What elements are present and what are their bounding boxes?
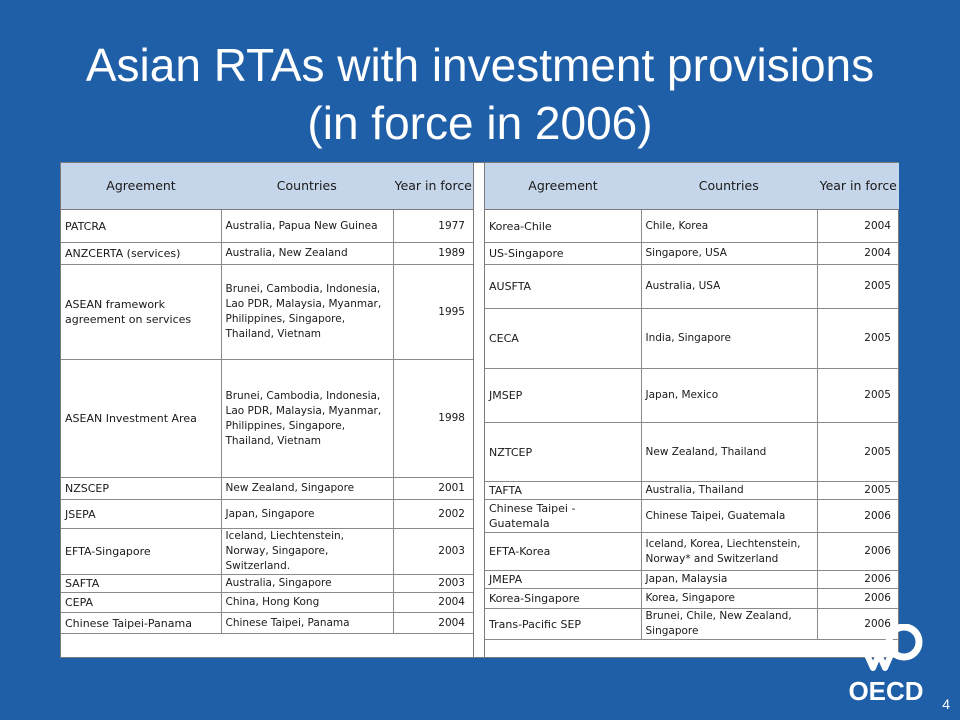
agreement-cell: CEPA: [61, 593, 221, 613]
table-row: [485, 533, 899, 571]
agreement-cell: Chinese Taipei-Panama: [61, 613, 221, 634]
agreement-cell: ANZCERTA (services): [61, 243, 221, 265]
table-row: [485, 423, 899, 482]
countries-cell: Chile, Korea: [641, 210, 817, 243]
agreement-cell: JSEPA: [61, 500, 221, 529]
countries-cell: Japan, Mexico: [641, 369, 817, 423]
countries-cell: Australia, Papua New Guinea: [221, 210, 393, 243]
table-row: [485, 589, 899, 609]
year-cell: 2006: [817, 533, 899, 571]
countries-cell: Iceland, Korea, Liechtenstein, Norway* and Switzerland: [641, 533, 817, 571]
rta-table-left: [61, 163, 473, 634]
countries-cell: New Zealand, Singapore: [221, 478, 393, 500]
agreement-cell: ASEAN framework agreement on services: [61, 265, 221, 360]
year-cell: 2005: [817, 423, 899, 482]
table-row: [485, 265, 899, 309]
countries-cell: New Zealand, Thailand: [641, 423, 817, 482]
agreement-cell: CECA: [485, 309, 641, 369]
countries-cell: Chinese Taipei, Guatemala: [641, 500, 817, 533]
year-cell: 2001: [393, 478, 473, 500]
year-cell: 2006: [817, 589, 899, 609]
year-cell: 2006: [817, 609, 899, 640]
oecd-logo: [846, 624, 926, 704]
year-cell: 2006: [817, 571, 899, 589]
year-cell: 2004: [393, 593, 473, 613]
agreement-cell: US-Singapore: [485, 243, 641, 265]
table-row: [485, 571, 899, 589]
agreement-cell: JMSEP: [485, 369, 641, 423]
header-year: Year in force: [393, 163, 473, 210]
countries-cell: Australia, USA: [641, 265, 817, 309]
year-cell: 2004: [817, 243, 899, 265]
slide-title: Asian RTAs with investment provisions (in force in 2006): [85, 39, 875, 149]
countries-cell: Australia, Singapore: [221, 575, 393, 593]
agreement-cell: Korea-Chile: [485, 210, 641, 243]
countries-cell: Singapore, USA: [641, 243, 817, 265]
year-cell: 1998: [393, 360, 473, 478]
header-agreement: Agreement: [485, 163, 641, 210]
table-row: [485, 482, 899, 500]
table-row: [61, 613, 473, 634]
agreement-cell: ASEAN Investment Area: [61, 360, 221, 478]
header-agreement: Agreement: [61, 163, 221, 210]
table-row: [485, 210, 899, 243]
table-row: [61, 360, 473, 478]
table-row: [485, 369, 899, 423]
countries-cell: Brunei, Cambodia, Indonesia, Lao PDR, Malaysia, Myanmar, Philippines, Singapore, Thailand, Vietnam: [221, 265, 393, 360]
countries-cell: Japan, Malaysia: [641, 571, 817, 589]
year-cell: 2004: [817, 210, 899, 243]
agreement-cell: NZSCEP: [61, 478, 221, 500]
year-cell: 1995: [393, 265, 473, 360]
year-cell: 2005: [817, 482, 899, 500]
countries-cell: Iceland, Liechtenstein, Norway, Singapore, Switzerland.: [221, 529, 393, 575]
table-row: [485, 243, 899, 265]
header-year: Year in force: [817, 163, 899, 210]
countries-cell: Australia, Thailand: [641, 482, 817, 500]
table-row: [485, 309, 899, 369]
year-cell: 1977: [393, 210, 473, 243]
table-row: [61, 593, 473, 613]
table-row: [61, 265, 473, 360]
oecd-logo-text: OECD: [848, 676, 924, 704]
year-cell: 2002: [393, 500, 473, 529]
year-cell: 2005: [817, 309, 899, 369]
year-cell: 1989: [393, 243, 473, 265]
table-row: [61, 210, 473, 243]
rta-table-right: [485, 163, 899, 640]
agreement-cell: EFTA-Singapore: [61, 529, 221, 575]
table-row: [61, 500, 473, 529]
countries-cell: Korea, Singapore: [641, 589, 817, 609]
table-row: [61, 478, 473, 500]
header-countries: Countries: [221, 163, 393, 210]
agreement-cell: AUSFTA: [485, 265, 641, 309]
year-cell: 2005: [817, 265, 899, 309]
agreement-cell: PATCRA: [61, 210, 221, 243]
agreement-cell: JMEPA: [485, 571, 641, 589]
countries-cell: Brunei, Cambodia, Indonesia, Lao PDR, Malaysia, Myanmar, Philippines, Singapore, Thailand, Vietnam: [221, 360, 393, 478]
agreement-cell: NZTCEP: [485, 423, 641, 482]
countries-cell: Japan, Singapore: [221, 500, 393, 529]
year-cell: 2004: [393, 613, 473, 634]
table-row: [485, 609, 899, 640]
countries-cell: Brunei, Chile, New Zealand, Singapore: [641, 609, 817, 640]
countries-cell: Chinese Taipei, Panama: [221, 613, 393, 634]
table-row: [61, 243, 473, 265]
table-gap: [473, 163, 485, 657]
agreement-cell: Chinese Taipei - Guatemala: [485, 500, 641, 533]
agreement-cell: SAFTA: [61, 575, 221, 593]
agreement-cell: TAFTA: [485, 482, 641, 500]
header-countries: Countries: [641, 163, 817, 210]
year-cell: 2003: [393, 575, 473, 593]
rta-table: [60, 162, 899, 658]
table-row: [61, 575, 473, 593]
countries-cell: India, Singapore: [641, 309, 817, 369]
year-cell: 2003: [393, 529, 473, 575]
agreement-cell: EFTA-Korea: [485, 533, 641, 571]
year-cell: 2006: [817, 500, 899, 533]
countries-cell: Australia, New Zealand: [221, 243, 393, 265]
page-number: 4: [942, 696, 950, 712]
agreement-cell: Trans-Pacific SEP: [485, 609, 641, 640]
table-row: [485, 500, 899, 533]
agreement-cell: Korea-Singapore: [485, 589, 641, 609]
table-row: [61, 529, 473, 575]
countries-cell: China, Hong Kong: [221, 593, 393, 613]
year-cell: 2005: [817, 369, 899, 423]
